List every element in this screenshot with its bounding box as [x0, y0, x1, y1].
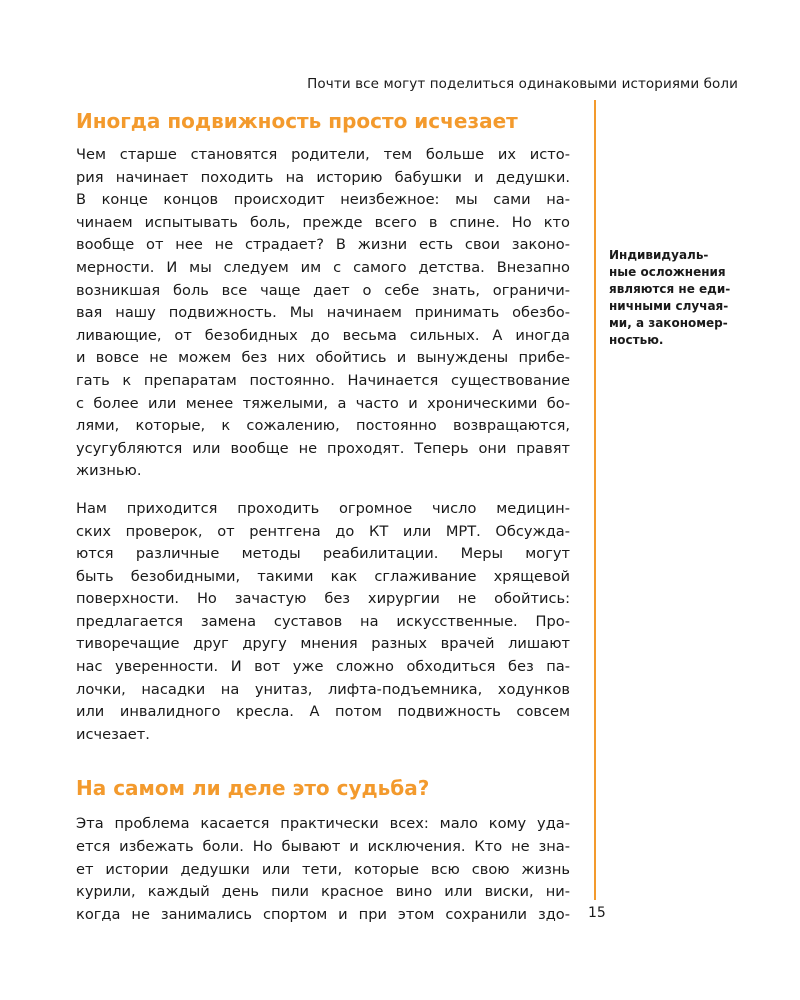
- text-line: вая нашу подвижность. Мы начинаем принимать обезбо-: [76, 304, 570, 322]
- text-line: ливающие, от безобидных до весьма сильных. А иногда: [76, 326, 570, 344]
- text-line: лочки, насадки на унитаз, лифта-подъемника, ходунков: [76, 680, 570, 698]
- text-line: лями, которые, к сожалению, постоянно возвращаются,: [76, 417, 570, 435]
- text-line: тиворечащие друг другу мнения разных врачей лишают: [76, 635, 570, 653]
- text-line: В конце концов происходит неизбежное: мы сами на-: [76, 191, 570, 209]
- text-line: чинаем испытывать боль, прежде всего в спине. Но кто: [76, 213, 570, 231]
- margin-note-line: ные осложнения: [609, 265, 726, 279]
- page-number: 15: [588, 905, 606, 921]
- paragraph: [76, 813, 570, 926]
- text-line: нас уверенности. И вот уже сложно обходиться без па-: [76, 658, 570, 676]
- margin-note-line: ностью.: [609, 333, 664, 347]
- main-text-column: [76, 104, 570, 926]
- text-line: Чем старше становятся родители, тем больше их исто-: [76, 146, 570, 163]
- text-line: ется избежать боли. Но бывают и исключения. Кто не зна-: [76, 838, 570, 856]
- text-line: предлагается замена суставов на искусственные. Про-: [76, 612, 570, 630]
- text-line: с более или менее тяжелыми, а часто и хроническими бо-: [76, 394, 570, 412]
- margin-divider-line: [594, 100, 596, 900]
- paragraph: [76, 144, 570, 483]
- text-line: мерности. И мы следуем им с самого детства. Внезапно: [76, 258, 570, 276]
- text-line: жизнью.: [76, 462, 142, 480]
- paragraph: [76, 498, 570, 747]
- text-line: усугубляются или вообще не проходят. Теперь они правят: [76, 439, 570, 457]
- text-line: ются различные методы реабилитации. Меры могут: [76, 545, 570, 563]
- text-line: и вовсе не можем без них обойтись и вынуждены прибе-: [76, 349, 570, 367]
- section-heading-fate: На самом ли деле это судьба?: [76, 776, 430, 801]
- text-line: Нам приходится проходить огромное число медицин-: [76, 499, 570, 517]
- text-line: быть безобидными, такими как сглаживание хрящевой: [76, 567, 570, 585]
- text-line: или инвалидного кресла. А потом подвижность совсем: [76, 703, 570, 721]
- text-line: гать к препаратам постоянно. Начинается существование: [76, 371, 570, 389]
- text-line: Эта проблема касается практически всех: мало кому уда-: [76, 815, 570, 833]
- text-line: курили, каждый день пили красное вино или виски, ни-: [76, 883, 570, 901]
- margin-note-line: являются не еди-: [609, 282, 731, 296]
- text-line: ет истории дедушки или тети, которые всю свою жизнь: [76, 860, 570, 878]
- text-line: поверхности. Но зачастую без хирургии не обойтись:: [76, 590, 570, 608]
- text-line: ских проверок, от рентгена до КТ или МРТ. Обсужда-: [76, 522, 570, 540]
- running-header: Почти все могут поделиться одинаковыми историями боли: [307, 76, 738, 92]
- text-line: рия начинает походить на историю бабушки и дедушки.: [76, 168, 570, 186]
- text-line: возникшая боль все чаще дает о себе знать, ограничи-: [76, 281, 570, 299]
- margin-note-line: ми, а закономер-: [609, 316, 728, 330]
- section-heading-mobility: Иногда подвижность просто исчезает: [76, 109, 518, 133]
- text-line: вообще от нее не страдает? В жизни есть свои законо-: [76, 236, 570, 254]
- text-line: когда не занимались спортом и при этом сохранили здо-: [76, 905, 570, 923]
- text-line: исчезает.: [76, 725, 150, 743]
- margin-note-line: Индивидуаль-: [609, 248, 709, 262]
- margin-note-line: ничными случая-: [609, 299, 729, 313]
- margin-note: [609, 247, 769, 349]
